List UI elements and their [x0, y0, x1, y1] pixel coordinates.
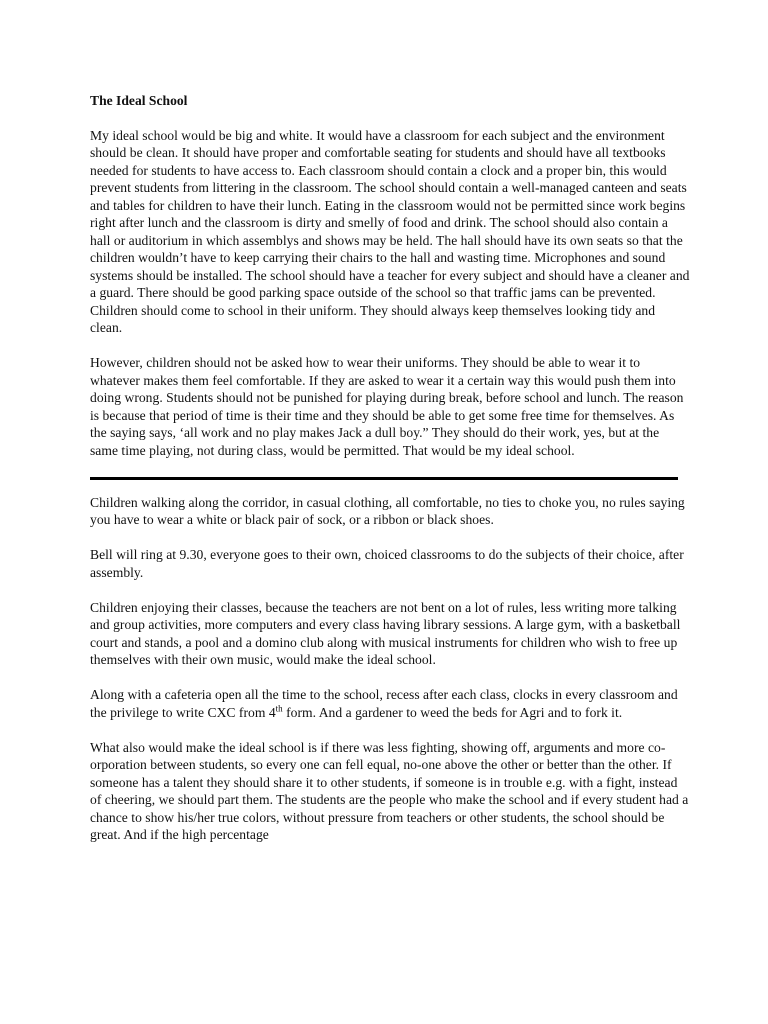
essay-paragraph-7: What also would make the ideal school is if there was less fighting, showing off, arguments and more co-orporation between students, so every one can fell equal, no-one above the other or better than the other. If someone has a talent they should share it to other students, if someone is in trouble e.g. with a fight, instead of cheering, we should part them. The students are the people who make the school and if every student had a chance to show his/her true colors, without pressure from teachers or other students, the school should be great. And if the high percentage	[90, 739, 689, 842]
ordinal-superscript: th	[275, 702, 283, 713]
essay-paragraph-6	[90, 686, 690, 721]
paragraph-6-text-end: form. And a gardener to weed the beds for Agri and to fork it.	[282, 704, 623, 720]
essay-paragraph-4: Bell will ring at 9.30, everyone goes to their own, choiced classrooms to do the subjects of their choice, after assembly.	[90, 547, 684, 580]
essay-paragraph-2: However, children should not be asked how to wear their uniforms. They should be able to wear it to whatever makes them feel comfortable. If they are asked to wear it a certain way this would push them into doing wrong. Students should not be punished for playing during break, before school and lunch. The reason is because that period of time is their time and they should be able to get some free time for themselves. As the saying says, ‘all work and no play makes Jack a dull boy.” They should do their work, yes, but at the same time playing, not during class, would be permitted. That would be my ideal school.	[90, 355, 684, 458]
paragraph-6-text-start: Along with a cafeteria open all the time to the school, recess after each class, clocks in every classroom and the privilege to write CXC from 4	[90, 687, 678, 720]
document-title: The Ideal School	[90, 93, 188, 108]
essay-paragraph-5: Children enjoying their classes, because the teachers are not bent on a lot of rules, less writing more talking and group activities, more computers and every class having library sessions. A large gym, with a basketball court and stands, a pool and a domino club along with musical instruments for children who wish to free up themselves with their own music, would make the ideal school.	[90, 599, 681, 667]
document-page	[90, 84, 690, 861]
section-divider	[90, 477, 678, 480]
essay-paragraph-1: My ideal school would be big and white. It would have a classroom for each subject and the environment should be clean. It should have proper and comfortable seating for students and should have all textbooks needed for students to have access to. Each classroom should contain a clock and a proper bin, this would prevent students from littering in the classroom. The school should contain a well-managed canteen and seats and tables for children to have their lunch. Eating in the classroom would not be permitted since work begins right after lunch and the classroom is dirty and smelly of food and drink. The school should also contain a hall or auditorium in which assemblys and shows may be held. The hall should have its own seats so that the children wouldn’t have to keep carrying their chairs to the hall and wasting time. Microphones and sound systems should be installed. The school should have a teacher for every subject and should have a cleaner and a guard. There should be good parking space outside of the school so that traffic jams can be prevented. Children should come to school in their uniform. They should always keep themselves looking tidy and clean.	[90, 127, 690, 335]
essay-paragraph-3: Children walking along the corridor, in casual clothing, all comfortable, no ties to choke you, no rules saying you have to wear a white or black pair of sock, or a ribbon or black shoes.	[90, 494, 685, 527]
